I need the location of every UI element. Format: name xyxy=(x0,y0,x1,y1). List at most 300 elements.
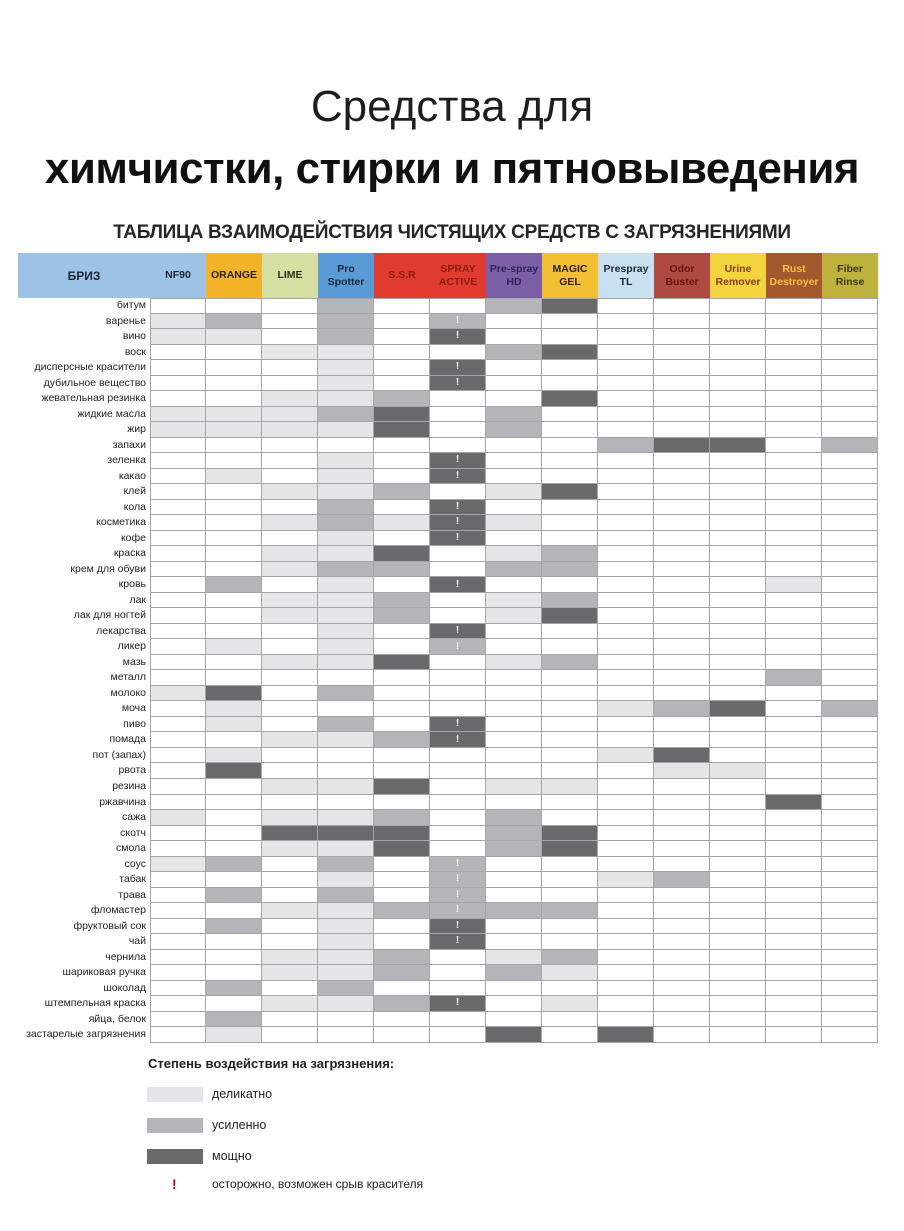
grid-cell xyxy=(822,717,878,733)
grid-cell xyxy=(318,841,374,857)
grid-cell xyxy=(766,872,822,888)
row-label: рвота xyxy=(118,764,146,777)
grid-cell xyxy=(766,655,822,671)
grid-cell xyxy=(318,795,374,811)
dye-warning-icon: ! xyxy=(455,578,460,590)
table-row xyxy=(18,810,878,826)
grid-cell xyxy=(262,608,318,624)
grid-cell xyxy=(206,484,262,500)
grid-cell xyxy=(542,903,598,919)
table-row xyxy=(18,484,878,500)
grid-cell xyxy=(318,593,374,609)
grid-cell xyxy=(598,996,654,1012)
grid-cell xyxy=(542,453,598,469)
table-row xyxy=(18,329,878,345)
grid-cell xyxy=(430,763,486,779)
grid-cell xyxy=(318,670,374,686)
grid-cell xyxy=(766,903,822,919)
grid-cell xyxy=(206,391,262,407)
product-header-row xyxy=(18,253,878,298)
grid-cell xyxy=(262,903,318,919)
grid-cell xyxy=(654,407,710,423)
grid-cell xyxy=(486,826,542,842)
grid-cell xyxy=(206,438,262,454)
dye-warning-icon: ! xyxy=(455,733,460,745)
grid-cell xyxy=(318,345,374,361)
grid-cell xyxy=(654,298,710,314)
grid-cell xyxy=(150,422,206,438)
grid-cell xyxy=(598,624,654,640)
grid-cell xyxy=(654,453,710,469)
grid-cell xyxy=(486,670,542,686)
grid-cell xyxy=(822,857,878,873)
grid-cell xyxy=(710,655,766,671)
grid-cell xyxy=(766,1012,822,1028)
table-row xyxy=(18,531,878,547)
grid-cell xyxy=(206,345,262,361)
grid-cell xyxy=(542,593,598,609)
grid-cell xyxy=(598,903,654,919)
grid-cell xyxy=(206,903,262,919)
grid-cell xyxy=(374,314,430,330)
grid-cell xyxy=(206,826,262,842)
grid-cell xyxy=(598,438,654,454)
grid-cell xyxy=(766,748,822,764)
grid-cell xyxy=(654,314,710,330)
grid-cell xyxy=(430,903,486,919)
grid-cell xyxy=(654,857,710,873)
grid-cell xyxy=(542,500,598,516)
page-title-line2: химчистки, стирки и пятновыведения xyxy=(44,144,860,193)
grid-cell xyxy=(654,981,710,997)
dye-warning-icon: ! xyxy=(455,935,460,947)
grid-cell xyxy=(766,469,822,485)
grid-cell xyxy=(430,546,486,562)
grid-cell xyxy=(206,872,262,888)
grid-cell xyxy=(206,701,262,717)
row-label: зеленка xyxy=(107,454,146,467)
row-label: шоколад xyxy=(103,981,146,994)
grid-cell xyxy=(486,996,542,1012)
grid-cell xyxy=(822,732,878,748)
grid-cell xyxy=(430,872,486,888)
grid-cell xyxy=(542,391,598,407)
grid-cell xyxy=(598,826,654,842)
row-label: жидкие масла xyxy=(77,407,146,420)
grid-cell xyxy=(710,500,766,516)
grid-cell xyxy=(486,407,542,423)
grid-cell xyxy=(710,608,766,624)
grid-cell xyxy=(262,981,318,997)
grid-cell xyxy=(150,593,206,609)
grid-cell xyxy=(486,934,542,950)
grid-cell xyxy=(542,748,598,764)
grid-cell xyxy=(822,872,878,888)
grid-cell xyxy=(766,298,822,314)
grid-cell xyxy=(654,779,710,795)
grid-cell xyxy=(542,608,598,624)
grid-cell xyxy=(766,670,822,686)
grid-cell xyxy=(766,717,822,733)
grid-cell xyxy=(654,655,710,671)
grid-cell xyxy=(486,639,542,655)
grid-cell xyxy=(318,686,374,702)
table-row xyxy=(18,857,878,873)
grid-cell xyxy=(150,795,206,811)
grid-cell xyxy=(206,593,262,609)
grid-cell xyxy=(822,515,878,531)
grid-cell xyxy=(542,438,598,454)
table-row xyxy=(18,562,878,578)
grid-cell xyxy=(262,624,318,640)
table-row xyxy=(18,345,878,361)
grid-cell xyxy=(318,314,374,330)
grid-cell xyxy=(542,562,598,578)
dye-warning-icon: ! xyxy=(455,640,460,652)
row-label: соус xyxy=(124,857,146,870)
grid-cell xyxy=(598,515,654,531)
grid-cell xyxy=(262,438,318,454)
row-label: кола xyxy=(123,500,146,513)
grid-cell xyxy=(598,841,654,857)
grid-cell xyxy=(654,624,710,640)
grid-cell xyxy=(374,872,430,888)
grid-cell xyxy=(430,314,486,330)
grid-cell xyxy=(654,717,710,733)
legend-swatch-level3 xyxy=(147,1149,203,1164)
table-row xyxy=(18,779,878,795)
grid-cell xyxy=(262,826,318,842)
brand-header-cell: БРИЗ xyxy=(18,253,150,298)
table-row xyxy=(18,701,878,717)
grid-cell xyxy=(150,376,206,392)
row-label: битум xyxy=(116,299,146,311)
grid-cell xyxy=(766,531,822,547)
grid-cell xyxy=(150,919,206,935)
grid-cell xyxy=(766,996,822,1012)
grid-cell xyxy=(598,453,654,469)
table-row xyxy=(18,438,878,454)
table-row xyxy=(18,407,878,423)
grid-cell xyxy=(486,965,542,981)
dye-warning-icon: ! xyxy=(455,718,460,730)
grid-cell xyxy=(430,717,486,733)
grid-cell xyxy=(710,841,766,857)
table-row xyxy=(18,546,878,562)
grid-cell xyxy=(822,329,878,345)
grid-cell xyxy=(710,981,766,997)
grid-cell xyxy=(598,857,654,873)
table-row xyxy=(18,593,878,609)
grid-cell xyxy=(206,314,262,330)
grid-cell xyxy=(262,919,318,935)
grid-cell xyxy=(766,965,822,981)
grid-cell xyxy=(262,500,318,516)
grid-cell xyxy=(430,841,486,857)
grid-cell xyxy=(822,1027,878,1043)
grid-cell xyxy=(822,686,878,702)
grid-cell xyxy=(598,686,654,702)
grid-cell xyxy=(598,965,654,981)
grid-cell xyxy=(822,453,878,469)
grid-cell xyxy=(598,577,654,593)
row-label: варенье xyxy=(105,314,146,327)
grid-cell xyxy=(542,981,598,997)
grid-cell xyxy=(374,376,430,392)
grid-cell xyxy=(654,546,710,562)
grid-cell xyxy=(822,655,878,671)
grid-cell xyxy=(710,531,766,547)
grid-cell xyxy=(206,919,262,935)
grid-cell xyxy=(318,639,374,655)
grid-cell xyxy=(430,639,486,655)
grid-cell xyxy=(318,546,374,562)
row-label: жир xyxy=(127,423,146,436)
grid-cell xyxy=(710,686,766,702)
table-body xyxy=(18,298,878,1043)
grid-cell xyxy=(318,624,374,640)
grid-cell xyxy=(150,639,206,655)
grid-cell xyxy=(150,965,206,981)
grid-cell xyxy=(206,562,262,578)
table-row xyxy=(18,376,878,392)
grid-cell xyxy=(486,981,542,997)
grid-cell xyxy=(150,484,206,500)
row-label: вино xyxy=(122,330,146,343)
grid-cell xyxy=(318,484,374,500)
grid-cell xyxy=(654,701,710,717)
grid-cell xyxy=(374,996,430,1012)
grid-cell xyxy=(542,888,598,904)
table-row xyxy=(18,314,878,330)
grid-cell xyxy=(598,872,654,888)
grid-cell xyxy=(374,670,430,686)
grid-cell xyxy=(374,1027,430,1043)
grid-cell xyxy=(598,919,654,935)
grid-cell xyxy=(822,531,878,547)
grid-cell xyxy=(150,546,206,562)
grid-cell xyxy=(430,826,486,842)
grid-cell xyxy=(766,329,822,345)
grid-cell xyxy=(374,857,430,873)
grid-cell xyxy=(710,438,766,454)
grid-cell xyxy=(150,515,206,531)
grid-cell xyxy=(206,515,262,531)
grid-cell xyxy=(374,779,430,795)
grid-cell xyxy=(486,950,542,966)
dye-warning-icon: ! xyxy=(455,376,460,388)
grid-cell xyxy=(430,298,486,314)
grid-cell xyxy=(654,345,710,361)
row-label: лекарства xyxy=(96,624,146,637)
grid-cell xyxy=(374,438,430,454)
grid-cell xyxy=(598,469,654,485)
grid-cell xyxy=(542,872,598,888)
table-row xyxy=(18,469,878,485)
legend-label-level3: мощно xyxy=(212,1149,252,1163)
grid-cell xyxy=(766,763,822,779)
grid-cell xyxy=(598,888,654,904)
grid-cell xyxy=(710,546,766,562)
grid-cell xyxy=(542,670,598,686)
grid-cell xyxy=(486,701,542,717)
grid-cell xyxy=(430,748,486,764)
grid-cell xyxy=(374,500,430,516)
grid-cell xyxy=(430,686,486,702)
grid-cell xyxy=(374,732,430,748)
grid-cell xyxy=(542,655,598,671)
table-row xyxy=(18,965,878,981)
grid-cell xyxy=(822,701,878,717)
grid-cell xyxy=(150,888,206,904)
grid-cell xyxy=(374,655,430,671)
row-label: дубильное вещество xyxy=(43,376,146,389)
product-header-orange: ORANGE xyxy=(206,253,262,298)
grid-cell xyxy=(710,376,766,392)
grid-cell xyxy=(710,732,766,748)
row-label: краска xyxy=(113,547,146,560)
grid-cell xyxy=(766,562,822,578)
row-label: клей xyxy=(123,485,146,498)
grid-cell xyxy=(542,624,598,640)
dye-warning-icon: ! xyxy=(455,500,460,512)
grid-cell xyxy=(598,639,654,655)
grid-cell xyxy=(598,593,654,609)
grid-cell xyxy=(262,453,318,469)
grid-cell xyxy=(318,1027,374,1043)
grid-cell xyxy=(150,329,206,345)
grid-cell xyxy=(318,857,374,873)
grid-cell xyxy=(206,841,262,857)
grid-cell xyxy=(262,577,318,593)
grid-cell xyxy=(150,453,206,469)
grid-cell xyxy=(822,376,878,392)
grid-cell xyxy=(206,934,262,950)
table-row xyxy=(18,453,878,469)
grid-cell xyxy=(374,763,430,779)
grid-cell xyxy=(766,391,822,407)
dye-warning-icon: ! xyxy=(455,469,460,481)
grid-cell xyxy=(206,888,262,904)
grid-cell xyxy=(822,407,878,423)
grid-cell xyxy=(486,608,542,624)
grid-cell xyxy=(598,655,654,671)
grid-cell xyxy=(654,422,710,438)
grid-cell xyxy=(206,422,262,438)
grid-cell xyxy=(262,422,318,438)
grid-cell xyxy=(486,500,542,516)
table-row xyxy=(18,577,878,593)
grid-cell xyxy=(374,469,430,485)
grid-cell xyxy=(206,779,262,795)
grid-cell xyxy=(766,407,822,423)
grid-cell xyxy=(262,639,318,655)
grid-cell xyxy=(654,1027,710,1043)
grid-cell xyxy=(318,577,374,593)
grid-cell xyxy=(318,298,374,314)
grid-cell xyxy=(486,577,542,593)
dye-warning-icon: ! xyxy=(455,625,460,637)
grid-cell xyxy=(766,919,822,935)
row-label: застарелые загрязнения xyxy=(26,1028,146,1041)
grid-cell xyxy=(150,438,206,454)
grid-cell xyxy=(542,996,598,1012)
legend-warning-icon: ! xyxy=(172,1176,177,1192)
grid-cell xyxy=(598,500,654,516)
grid-cell xyxy=(150,531,206,547)
grid-cell xyxy=(374,391,430,407)
grid-cell xyxy=(542,639,598,655)
grid-cell xyxy=(318,748,374,764)
grid-cell xyxy=(822,996,878,1012)
grid-cell xyxy=(766,593,822,609)
table-row xyxy=(18,934,878,950)
dye-warning-icon: ! xyxy=(455,904,460,916)
grid-cell xyxy=(374,329,430,345)
table-row xyxy=(18,670,878,686)
grid-cell xyxy=(486,795,542,811)
grid-cell xyxy=(766,857,822,873)
grid-cell xyxy=(654,515,710,531)
grid-cell xyxy=(150,701,206,717)
table-row xyxy=(18,888,878,904)
grid-cell xyxy=(486,515,542,531)
grid-cell xyxy=(374,577,430,593)
grid-cell xyxy=(430,345,486,361)
row-label: трава xyxy=(118,888,146,901)
grid-cell xyxy=(822,795,878,811)
product-header-urine-remover: Urine Remover xyxy=(710,253,766,298)
grid-cell xyxy=(486,717,542,733)
grid-cell xyxy=(598,810,654,826)
grid-cell xyxy=(822,670,878,686)
grid-cell xyxy=(374,484,430,500)
grid-cell xyxy=(542,298,598,314)
grid-cell xyxy=(262,391,318,407)
grid-cell xyxy=(598,779,654,795)
grid-cell xyxy=(318,500,374,516)
grid-cell xyxy=(766,732,822,748)
grid-cell xyxy=(262,950,318,966)
grid-cell xyxy=(710,639,766,655)
grid-cell xyxy=(822,624,878,640)
grid-cell xyxy=(542,950,598,966)
grid-cell xyxy=(542,857,598,873)
grid-cell xyxy=(710,1012,766,1028)
grid-cell xyxy=(542,841,598,857)
row-label: лак для ногтей xyxy=(73,609,146,622)
grid-cell xyxy=(598,795,654,811)
row-label: чай xyxy=(128,935,146,948)
table-row xyxy=(18,298,878,314)
grid-cell xyxy=(486,1012,542,1028)
row-label: кровь xyxy=(118,578,146,591)
grid-cell xyxy=(486,593,542,609)
grid-cell xyxy=(374,298,430,314)
grid-cell xyxy=(486,391,542,407)
product-header-prespray-tl: Prespray TL xyxy=(598,253,654,298)
grid-cell xyxy=(542,919,598,935)
grid-cell xyxy=(822,593,878,609)
grid-cell xyxy=(654,562,710,578)
grid-cell xyxy=(374,795,430,811)
grid-cell xyxy=(318,655,374,671)
grid-cell xyxy=(374,950,430,966)
grid-cell xyxy=(150,345,206,361)
grid-cell xyxy=(318,453,374,469)
grid-cell xyxy=(710,407,766,423)
grid-cell xyxy=(542,577,598,593)
